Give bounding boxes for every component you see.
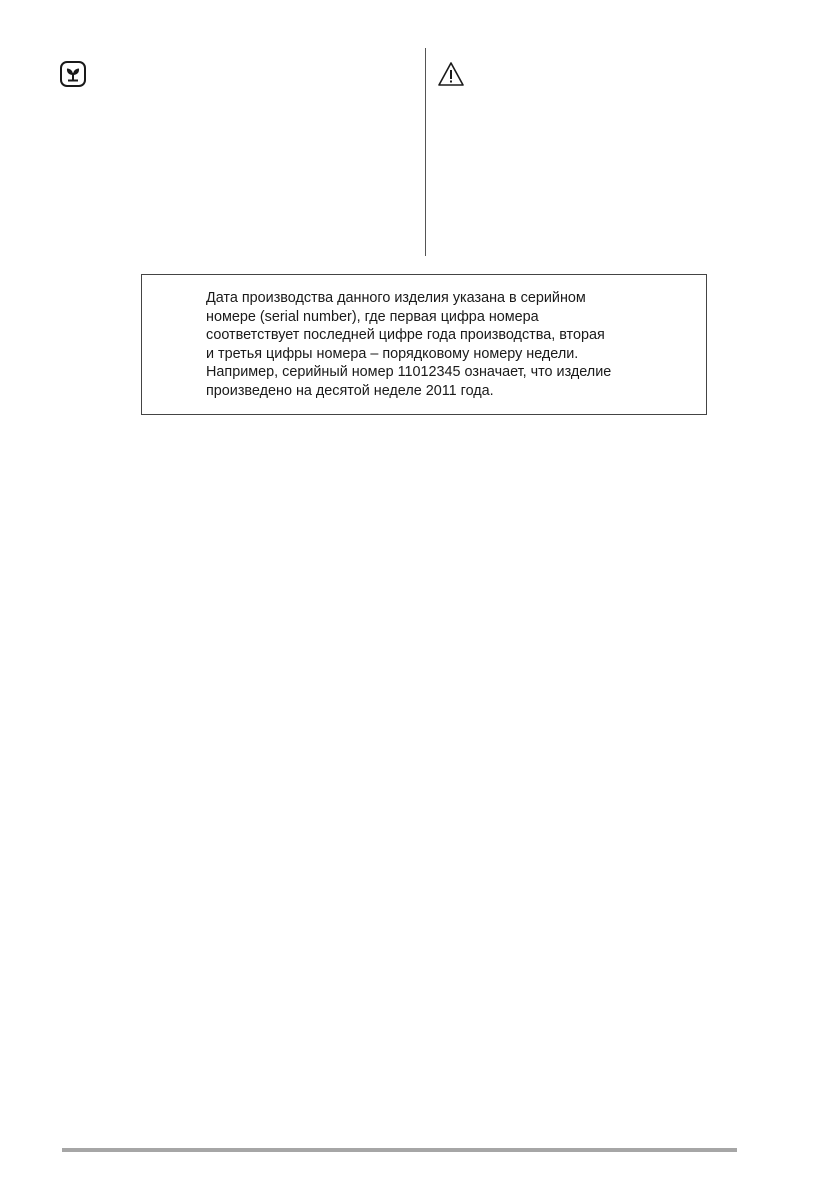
environment-icon <box>60 61 86 87</box>
serial-number-info-box <box>141 274 707 415</box>
warning-icon <box>437 61 465 87</box>
serial-number-info-text: Дата производства данного изделия указана в серийном номере (serial number), где первая цифра номера соответствует последней цифре года производства, вторая и третья цифры номера – порядковому номеру недели. Например, серийный номер 11012345 означает, что изделие произведено на десятой неделе 2011 года. <box>206 290 612 399</box>
column-divider <box>425 48 426 256</box>
footer-rule <box>62 1148 737 1152</box>
